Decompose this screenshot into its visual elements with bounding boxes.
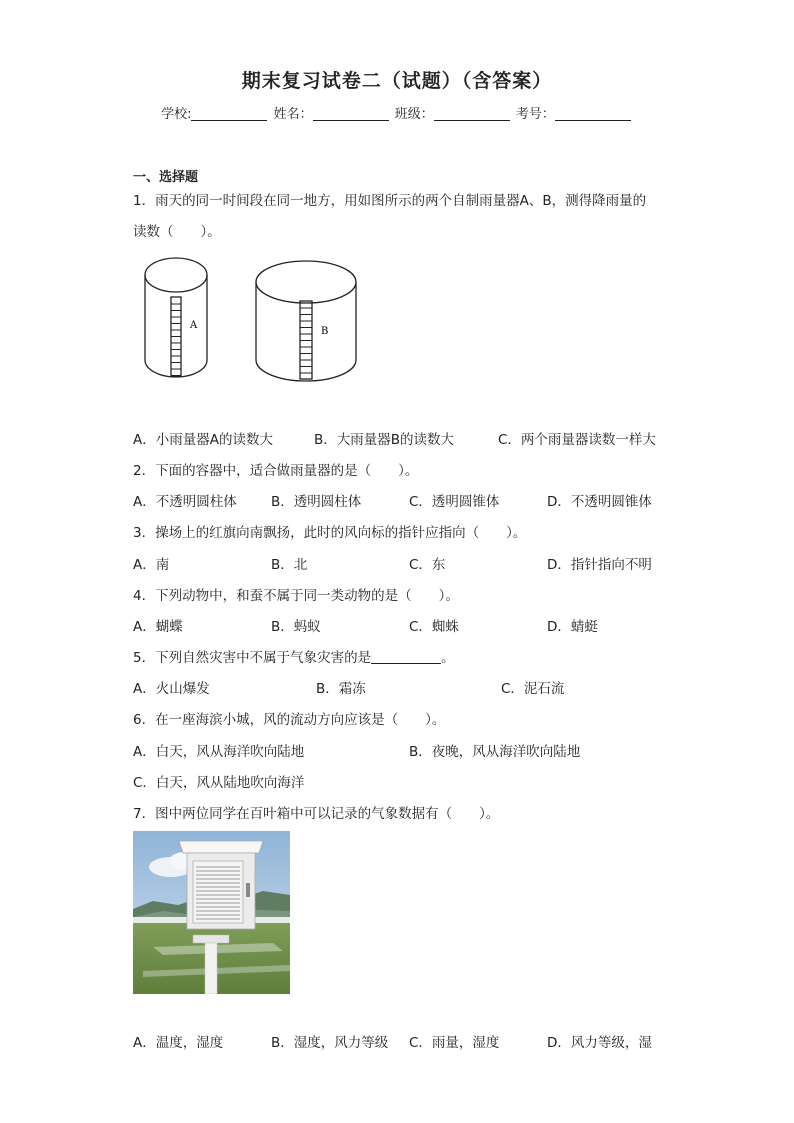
question-7-text: 7．图中两位同学在百叶箱中可以记录的气象数据有（ ）。: [133, 806, 500, 822]
question-7-option-c[interactable]: C．雨量，湿度: [409, 1035, 500, 1051]
question-2-text: 2．下面的容器中，适合做雨量器的是（ ）。: [133, 463, 419, 479]
question-7-option-b[interactable]: B．湿度，风力等级: [271, 1035, 389, 1051]
question-4-option-c[interactable]: C．蜘蛛: [409, 619, 459, 635]
question-2-option-d[interactable]: D．不透明圆锥体: [547, 494, 652, 510]
question-5-option-b[interactable]: B．霜冻: [316, 681, 366, 697]
question-4-text: 4．下列动物中，和蚕不属于同一类动物的是（ ）。: [133, 588, 459, 604]
section-heading: 一、选择题: [133, 170, 199, 185]
question-6-text: 6．在一座海滨小城，风的流动方向应该是（ ）。: [133, 712, 446, 728]
question-5-stem: 5．下列自然灾害中不属于气象灾害的是: [133, 650, 372, 666]
question-5-text: [133, 648, 455, 668]
question-1-text: 1．雨天的同一时间段在同一地方，用如图所示的两个自制雨量器A、B，测得降雨量的: [133, 193, 647, 209]
number-label: 考号：: [515, 107, 555, 122]
weather-station-photo: [133, 831, 290, 994]
question-6-option-c[interactable]: C．白天，风从陆地吹向海洋: [133, 775, 305, 791]
question-7-option-d[interactable]: D．风力等级，湿: [547, 1035, 652, 1051]
question-6-option-a[interactable]: A．白天，风从海洋吹向陆地: [133, 744, 305, 760]
question-2-option-a[interactable]: A．不透明圆柱体: [133, 494, 237, 510]
rain-gauge-a-label: A: [190, 320, 198, 331]
page-title: 期末复习试卷二（试题）（含答案）: [241, 70, 553, 92]
number-blank[interactable]: [555, 106, 631, 121]
question-2-option-b[interactable]: B．透明圆柱体: [271, 494, 362, 510]
student-info-row: [0, 103, 794, 122]
question-7-option-a[interactable]: A．温度，湿度: [133, 1035, 224, 1051]
question-3-option-c[interactable]: C．东: [409, 557, 446, 573]
question-3-option-a[interactable]: A．南: [133, 557, 170, 573]
rain-gauge-b-label: B: [321, 326, 329, 337]
school-blank[interactable]: [191, 106, 267, 121]
school-label: 学校:: [161, 107, 192, 122]
question-5-option-a[interactable]: A．火山爆发: [133, 681, 210, 697]
question-3-option-d[interactable]: D．指针指向不明: [547, 557, 652, 573]
question-6-option-b[interactable]: B．夜晚，风从海洋吹向陆地: [409, 744, 581, 760]
question-1-option-b[interactable]: B．大雨量器B的读数大: [314, 432, 455, 448]
question-5-option-c[interactable]: C．泥石流: [501, 681, 565, 697]
question-5-end: 。: [441, 650, 455, 666]
question-4-option-d[interactable]: D．蜻蜓: [547, 619, 598, 635]
name-label: 姓名：: [273, 107, 313, 122]
question-1-text-cont: 读数（ ）。: [133, 224, 221, 240]
class-blank[interactable]: [434, 106, 510, 121]
question-4-option-a[interactable]: A．蝴蝶: [133, 619, 183, 635]
rain-gauge-figure: [138, 253, 363, 388]
question-5-answer-blank[interactable]: [371, 649, 441, 664]
class-label: 班级：: [394, 107, 434, 122]
question-4-option-b[interactable]: B．蚂蚁: [271, 619, 321, 635]
question-3-text: 3．操场上的红旗向南飘扬，此时的风向标的指针应指向（ ）。: [133, 525, 527, 541]
question-1-option-c[interactable]: C．两个雨量器读数一样大: [498, 432, 656, 448]
question-1-option-a[interactable]: A．小雨量器A的读数大: [133, 432, 273, 448]
question-2-option-c[interactable]: C．透明圆锥体: [409, 494, 500, 510]
name-blank[interactable]: [313, 106, 389, 121]
question-3-option-b[interactable]: B．北: [271, 557, 308, 573]
